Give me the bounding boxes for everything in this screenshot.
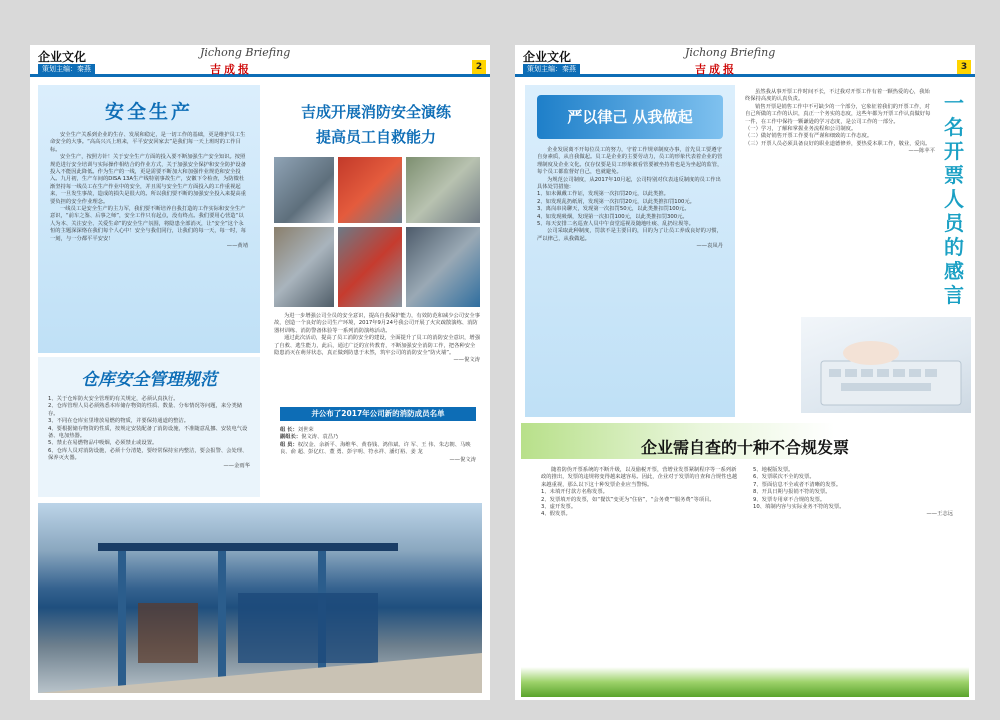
value: 权汉金、余新平、海维华、黄春钱、鸿伟斌、许 军、王 伟、朱志朝、马映良、俞 超、彭亿红、董 勇、彭宇明、符水祥、潘灯裕、姜 龙 <box>280 441 471 456</box>
feeling-article <box>741 85 971 417</box>
paragraph: 虽然我从事开票工作时间不长，不过我对开票工作有着一颗热爱的心，我始终保持高度的认真负责。 <box>745 89 930 103</box>
left-page <box>30 45 490 700</box>
author: ——陈苹平 <box>908 148 935 155</box>
invoice-article <box>521 423 969 697</box>
safety-body <box>38 124 260 251</box>
paragraph: 随着防伪开票系统的不断升级，以及偷税开票，营增业发票紧制程序等一系列新政的推出，发票的违规将变得越来越容易。因此，企业对于发票的自查和合规性也越来越重视，那么以下这十种发票企业应当警惕。 <box>541 467 737 488</box>
warehouse-panel <box>38 357 260 497</box>
list-item: 5、地税版发票。 <box>753 467 794 473</box>
page-header <box>30 45 490 77</box>
paragraph: 通过此次活动，提高了员工消防安全的建设，全面提升了员工的消防安全意识，增强了自救、逃生能力，此后，通过广泛的宣传教育，不断加强安全消防工作，把各种安全隐患消灭在萌芽状态，真正做到防患于未然，筑牢公司的消防安全“防火墙”。 <box>274 335 480 357</box>
label: 组 长： <box>280 427 298 433</box>
list-item: 5、禁止在易燃物品中吸烟，必须禁止或设置。 <box>48 440 158 447</box>
list-item: 10、填制内容与实际业务不符的发票。 <box>753 504 845 511</box>
safety-panel <box>38 85 260 353</box>
editor-label: 策划主编：秦燕 <box>38 64 95 74</box>
paragraph: 公司采取此种制度，罚款不是主要目的，目的为了让员工养成良好的习惯，严以律己，从我做起。 <box>537 228 722 242</box>
feeling-body <box>745 89 935 156</box>
list-item: （三）开票人员必须具备良好的职业道德修养，要热爱本职工作，敬业，爱岗。 <box>745 140 931 147</box>
drill-photo <box>274 157 334 223</box>
paragraph: 为规范公司制度，从2017年10月起，公司特别对仪表违反制度的员工作出具体处罚措施： <box>537 176 721 191</box>
label: 组 员： <box>280 441 298 448</box>
drill-photo <box>338 157 402 223</box>
list-item: 6、仓库人员对消防设施，必须十分清楚，要经常保持室内整洁，要会报警、会处理、保养灭火器。 <box>48 447 248 462</box>
warehouse-list <box>38 390 260 470</box>
author: ——袁凤丹 <box>696 243 723 250</box>
member-list-title: 并公布了2017年公司新的消防成员名单 <box>280 407 476 421</box>
grass-border <box>521 667 969 697</box>
list-item: 3、离岗串岗聊天，发现第一次扣罚50元，以此类推扣罚100元。 <box>537 206 690 213</box>
invoice-col-2 <box>753 467 953 519</box>
paragraph: 一线员工是安全生产的主力军，我们要不断培养自我打造的工作实际和安全生产意识，“前车之鉴、后事之师”，安全工作只有起点，没有终点。我们要用心营造“以人为本、关注安全、关爱生命”的安全生产氛围，将隐患全部消灭，让“安全”这个永恒的主题深深烙在我们每个人心中！安全与我们同行，让我们的每一天，每一时，每一刻，与一分都平平安安！ <box>50 206 246 242</box>
paragraph: 安全生产关系到企业的生存、发展和稳定，是一切工作的基础，更是维护员工生命安全的大事。“高高兴兴上班来，平平安安回家去”是我们每一天上班时的工作目标。 <box>50 132 246 153</box>
factory-structure <box>38 503 482 693</box>
author: ——黄靖 <box>226 243 248 250</box>
value: 刘世荣 <box>297 427 314 433</box>
page-header <box>515 45 975 77</box>
page-number: 3 <box>957 60 971 74</box>
list-item: 4、要根据储存物资的性质，按规定安装配备了消防设施，不准随意乱挪、安装电气设备、电加热器。 <box>48 425 248 440</box>
list-item: 4、如发现吸烟，发现第一次扣罚100元，以此类推扣罚300元。 <box>537 213 688 220</box>
list-item: （一）学习，了解和掌握业务流程和公司制度。 <box>745 126 857 133</box>
paragraph: 为进一步增强公司全员的安全意识，提高自我保护能力，有效防范和减少公司安全事故，创造一个良好的公司生产环境，2017年9月24号我公司开展了火灾疏散演练、消防器材训练、消防警备体验等一系列消防演练活动。 <box>274 313 480 334</box>
invoice-col-1 <box>541 467 741 519</box>
list-item: 2、发票填开的发票，如“餐饮”变更为“住宿”，“会务费”“服务费”等项目。 <box>541 496 715 503</box>
list-item: 6、发票联次不全的发票。 <box>753 474 815 481</box>
discipline-panel <box>525 85 735 417</box>
section-title: 企业文化 <box>523 50 572 64</box>
list-item: 8、开具日期与报销不符的发票。 <box>753 489 831 496</box>
drill-title-1: 吉成开展消防安全演练 <box>300 103 451 121</box>
brand-name: Jichong Briefing <box>200 46 291 59</box>
paragraph: 安全生产，按照方针！关于安全生产方面的投入要不断加强生产安全知识。按照规范进行安全培训与实际操作相结合的作业方式，关于加强安全保护和安全防护设备投入不能因此降低。作为生产的一线，更是需要不断加大和加强作业规范和安全投入。九月初，生产车间的DISA 13A生产线特别事故生产，安徽下令检查，为防微杜渐坚持每一线员工在生产作业中的安全，并且需与安全生产方面投入的工作重视起来，一旦发生事故，造成的损失是很大的。所以我们要不断的加强安全投入来提高重要负担的安全作业理念。 <box>50 154 246 205</box>
drill-title-2: 提高员工自救能力 <box>315 128 436 146</box>
brand-name: Jichong Briefing <box>685 46 776 59</box>
member-list <box>280 427 476 464</box>
warehouse-title: 仓库安全管理规范 <box>81 370 217 390</box>
author: ——倪文涛 <box>449 456 476 463</box>
list-item: 2、如发现乱扔纸屑，发现第一次扣罚20元，以此类推扣罚100元。 <box>537 198 695 205</box>
brand-seal: 吉成报 <box>210 63 252 76</box>
discipline-title: 严以律己 从我做起 <box>537 95 723 139</box>
list-item: 3、不同在仓库室里堆放易燃的物质，并要保持通道的整洁。 <box>48 418 190 425</box>
paragraph: 销售开票是销售工作中不可缺少的一个部分，它象征着我们的开票工作，对自己所做的工作的认识，真正一个务实的态度，这些年都为开票工作认真做好每一件，在工作中保持一颗谦逊的学习态度，是公司工作的一部分。 <box>745 103 931 125</box>
value: 倪文涛、袁昌乃 <box>301 434 339 441</box>
section-title: 企业文化 <box>38 50 87 64</box>
drill-photo <box>406 227 480 307</box>
label: 副组长： <box>280 434 302 441</box>
right-page <box>515 45 975 700</box>
list-item: （二）做好销售开票工作要有严谨和细致的工作态度。 <box>745 133 873 140</box>
safety-title: 安全生产 <box>104 101 193 123</box>
factory-photo <box>38 503 482 693</box>
list-item: 9、发票专用章不合规的发票。 <box>753 496 826 503</box>
list-item: 5、每天安排二名巡查人员中午食堂巡视及随地吐痰、乱扔垃圾等。 <box>537 221 694 228</box>
drill-body <box>274 313 480 365</box>
list-item: 1、如未佩戴工作证，发现第一次扣罚20元，以此类推。 <box>537 191 669 198</box>
page-number: 2 <box>472 60 486 74</box>
list-item: 2、仓库管理人员必须熟悉本库储存物资的性质、数量、分布情况等问题，来分类储存。 <box>48 403 243 417</box>
list-item: 1、未填开付款方名称发票。 <box>541 489 608 496</box>
keyboard-illustration <box>801 317 971 413</box>
brand-seal: 吉成报 <box>695 63 737 76</box>
author: ——王志远 <box>926 511 953 518</box>
drill-photo <box>274 227 334 307</box>
discipline-body <box>525 139 735 251</box>
editor-label: 策划主编：秦燕 <box>523 64 580 74</box>
list-item: 7、票面信息不全或者不清晰的发票。 <box>753 481 842 488</box>
list-item: 1、关于仓库防火安全管理的有关规定，必须认真执行。 <box>48 396 179 402</box>
author: ——金雨华 <box>223 462 250 469</box>
invoice-title: 企业需自查的十种不合规发票 <box>640 438 849 457</box>
paragraph: 企业发展离不开每位员工的努力，守着工作规章制度办事，首先员工要遵守自身素质，从自我做起。员工是企业的主要劳动力，员工的形象代表着企业的管理制度及企业文化。仅存仅要是员工形象被看管要被坐持着也是为坐起的监管，每个员工都监督好自己，也就避免。 <box>537 147 723 176</box>
drill-article <box>266 85 486 497</box>
drill-photo <box>406 157 480 223</box>
list-item: 4、假发票。 <box>541 511 571 518</box>
feeling-title: 一名开票人员的感言 <box>944 91 964 307</box>
drill-photo <box>338 227 402 307</box>
list-item: 3、虚开发票。 <box>541 504 577 511</box>
keyboard-photo <box>801 317 971 413</box>
author: ——倪文涛 <box>453 357 480 364</box>
